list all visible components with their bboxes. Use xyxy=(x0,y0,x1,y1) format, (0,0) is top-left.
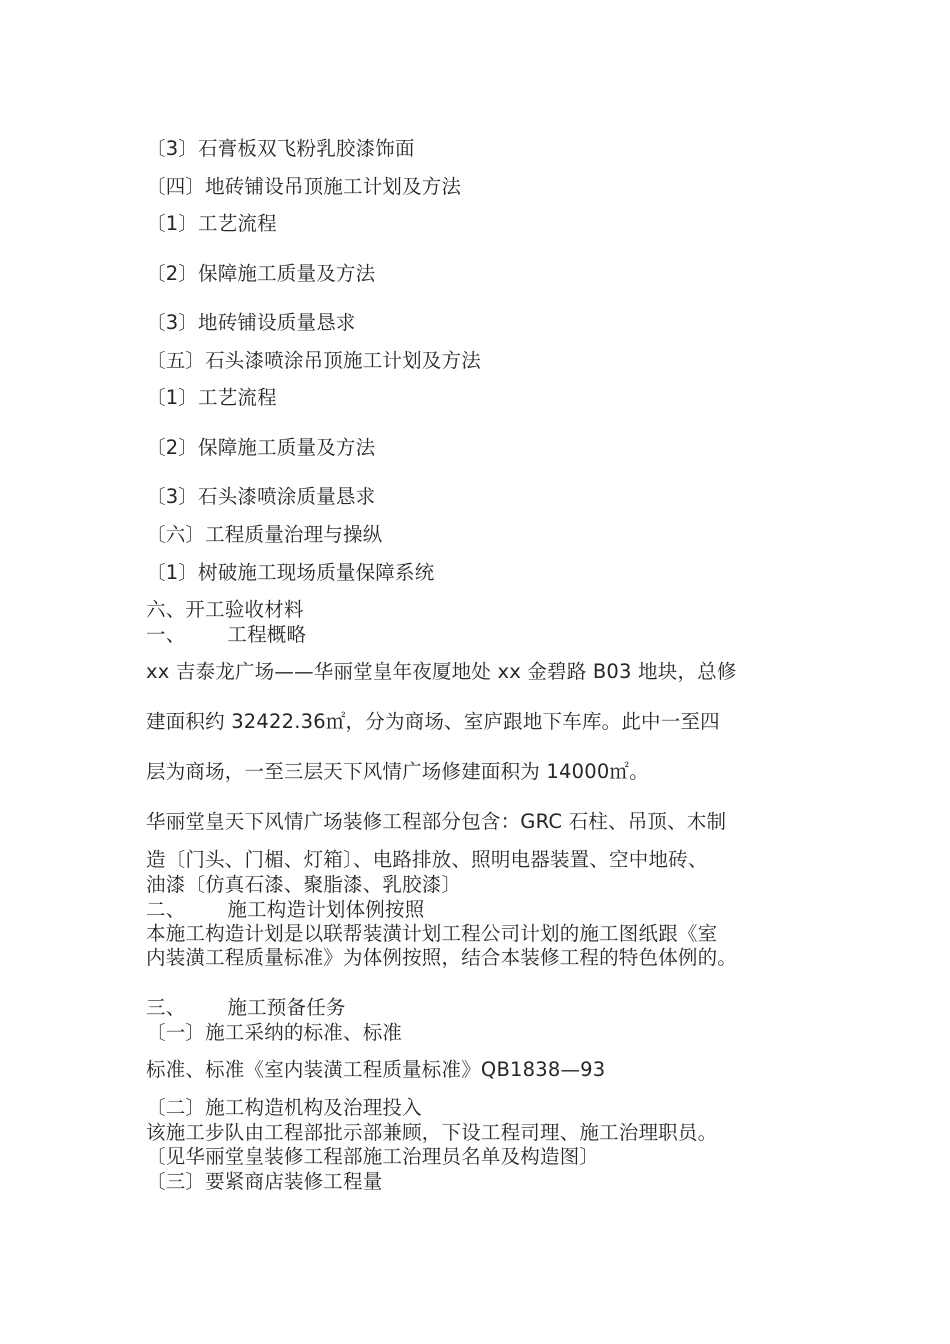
outline-item-stone-plaster: 〔3〕石膏板双飞粉乳胶漆饰面 xyxy=(146,137,415,160)
paragraph-line: 本施工构造计划是以联帮装潢计划工程公司计划的施工图纸跟《室 xyxy=(146,922,718,945)
outline-item-quality-system: 〔1〕树破施工现场质量保障系统 xyxy=(146,561,435,584)
paragraph-line: 该施工步队由工程部批示部兼顾，下设工程司理、施工治理职员。 xyxy=(146,1121,718,1144)
paragraph-line: 〔见华丽堂皇装修工程部施工治理员名单及构造图〕 xyxy=(146,1145,600,1168)
section-title: 施工构造计划体例按照 xyxy=(227,898,425,921)
outline-section-tile-ceiling: 〔四〕地砖铺设吊顶施工计划及方法 xyxy=(146,175,462,198)
paragraph-line: 油漆〔仿真石漆、聚脂漆、乳胶漆〕 xyxy=(146,873,462,896)
paragraph-line: 造〔门头、门楣、灯箱〕、电路排放、照明电器装置、空中地砖、 xyxy=(146,848,708,871)
section-heading-overview xyxy=(146,623,306,647)
subsection-quantities: 〔三〕要紧商店装修工程量 xyxy=(146,1170,383,1193)
outline-item-process-flow: 〔1〕工艺流程 xyxy=(146,212,277,235)
outline-item-tile-quality: 〔3〕地砖铺设质量恳求 xyxy=(146,311,356,334)
outline-item-process-flow-2: 〔1〕工艺流程 xyxy=(146,386,277,409)
outline-item-stone-paint-quality: 〔3〕石头漆喷涂质量恳求 xyxy=(146,485,376,508)
section-heading-preparation xyxy=(146,996,346,1020)
outline-section-stone-paint: 〔五〕石头漆喷涂吊顶施工计划及方法 xyxy=(146,349,481,372)
subsection-standards: 〔一〕施工采纳的标准、标准 xyxy=(146,1021,403,1044)
paragraph-line: 建面积约 32422.36㎡，分为商场、室庐跟地下车库。此中一至四 xyxy=(146,710,720,733)
outline-item-quality-method-2: 〔2〕保障施工质量及方法 xyxy=(146,436,376,459)
section-title: 施工预备任务 xyxy=(227,996,346,1019)
outline-section-quality-control: 〔六〕工程质量治理与操纵 xyxy=(146,523,383,546)
paragraph-line: 层为商场，一至三层天下风情广场修建面积为 14000㎡。 xyxy=(146,760,649,783)
section-heading-basis xyxy=(146,898,424,922)
paragraph-line: xx 吉泰龙广场——华丽堂皇年夜厦地处 xx 金碧路 B03 地块，总修 xyxy=(146,660,737,683)
section-title: 工程概略 xyxy=(227,623,307,646)
subsection-organization: 〔二〕施工构造机构及治理投入 xyxy=(146,1096,422,1119)
section-number: 三、 xyxy=(146,996,186,1019)
section-number: 一、 xyxy=(146,623,186,646)
paragraph-line: 标准、标准《室内装潢工程质量标准》QB1838—93 xyxy=(146,1058,606,1081)
section-number: 二、 xyxy=(146,898,186,921)
paragraph-line: 内装潢工程质量标准》为体例按照，结合本装修工程的特色体例的。 xyxy=(146,946,738,969)
outline-item-quality-method: 〔2〕保障施工质量及方法 xyxy=(146,262,376,285)
paragraph-line: 华丽堂皇天下风情广场装修工程部分包含：GRC 石柱、吊顶、木制 xyxy=(146,810,727,833)
outline-heading-acceptance: 六、开工验收材料 xyxy=(146,598,304,621)
